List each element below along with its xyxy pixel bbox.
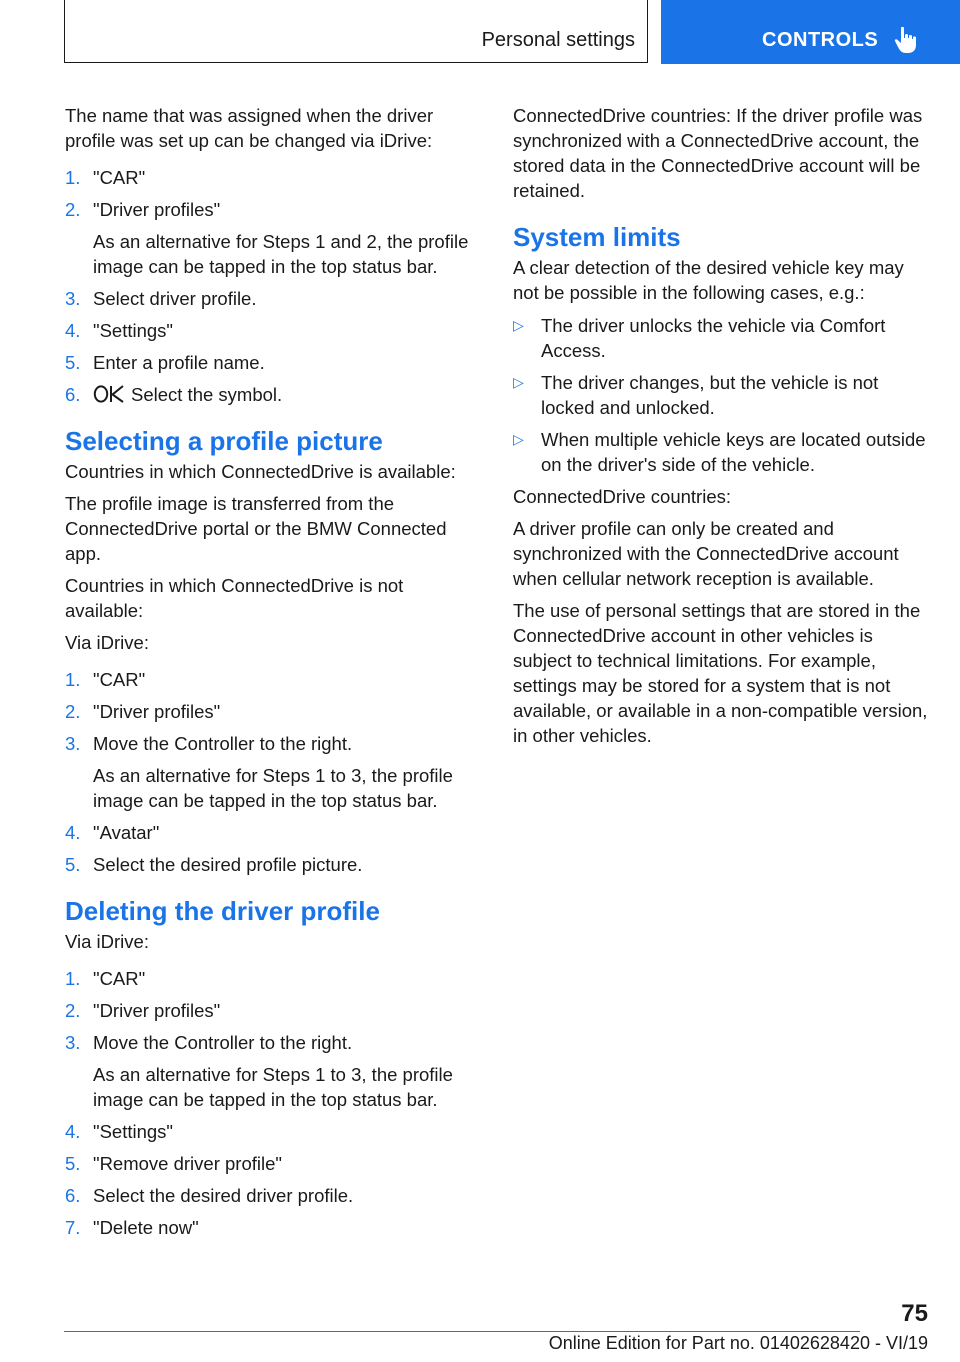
list-item: [65, 731, 485, 813]
header-chapter-title: CONTROLS: [762, 29, 879, 51]
step-text: Enter a profile name.: [93, 352, 265, 373]
step-number: 5.: [65, 352, 81, 373]
step-text: Select the symbol.: [131, 384, 283, 405]
bullet-text: The driver unlocks the vehicle via Comfort Access.: [541, 315, 886, 361]
list-item: [65, 966, 485, 991]
step-text: Move the Controller to the right.: [93, 733, 353, 754]
step-text: Select the desired driver profile.: [93, 1185, 354, 1206]
list-item: [65, 699, 485, 724]
step-text: Select driver profile.: [93, 288, 257, 309]
step-note: As an alternative for Steps 1 to 3, the profile image can be tapped in the top status bar.: [93, 765, 453, 811]
picture-steps: [65, 667, 485, 877]
ok-icon: [93, 385, 125, 403]
list-item: [65, 1151, 485, 1176]
page-number: 75: [901, 1300, 928, 1327]
right-column: [513, 103, 933, 755]
step-text: "Remove driver profile": [93, 1153, 282, 1174]
step-number: 3.: [65, 733, 81, 754]
step-text: "Delete now": [93, 1217, 199, 1238]
step-text: "CAR": [93, 968, 146, 989]
step-number: 7.: [65, 1217, 81, 1238]
header-section-title: Personal settings: [481, 29, 635, 51]
list-item: [65, 165, 485, 190]
list-item: [65, 382, 485, 407]
list-item: [65, 197, 485, 279]
step-number: 2.: [65, 199, 81, 220]
step-note: As an alternative for Steps 1 and 2, the profile image can be tapped in the top status bar.: [93, 231, 469, 277]
step-number: 6.: [65, 1185, 81, 1206]
step-text: Select the desired profile picture.: [93, 854, 363, 875]
pointing-hand-icon: [894, 26, 920, 54]
limits-bullets: [513, 313, 933, 477]
list-item: [65, 1119, 485, 1144]
step-text: "Driver profiles": [93, 1000, 221, 1021]
paragraph: ConnectedDrive countries: If the driver profile was synchronized with a ConnectedDrive account, the stored data in the ConnectedDrive account will be retained.: [513, 105, 923, 201]
step-text: "Driver profiles": [93, 199, 221, 220]
step-number: 1.: [65, 167, 81, 188]
header-chapter-tab[interactable]: [661, 0, 960, 64]
footer-divider: [64, 1331, 860, 1332]
step-text: Move the Controller to the right.: [93, 1032, 353, 1053]
rename-intro: The name that was assigned when the driver profile was set up can be changed via iDrive:: [65, 105, 434, 151]
step-text: "Settings": [93, 1121, 173, 1142]
step-text: "Settings": [93, 320, 173, 341]
paragraph: A clear detection of the desired vehicle key may not be possible in the following cases, e.g.:: [513, 257, 904, 303]
step-text: "Avatar": [93, 822, 160, 843]
bullet-text: When multiple vehicle keys are located outside on the driver's side of the vehicle.: [541, 429, 926, 475]
paragraph: The profile image is transferred from the ConnectedDrive portal or the BMW Connected app.: [65, 493, 447, 564]
step-number: 6.: [65, 384, 81, 405]
list-item: [65, 318, 485, 343]
list-item: [65, 820, 485, 845]
paragraph: A driver profile can only be created and synchronized with the ConnectedDrive account when cellular network reception is available.: [513, 518, 899, 589]
list-item: [65, 667, 485, 692]
step-text: "CAR": [93, 669, 146, 690]
step-number: 5.: [65, 854, 81, 875]
step-text: "CAR": [93, 167, 146, 188]
paragraph: Via iDrive:: [65, 632, 149, 653]
left-column: [65, 103, 485, 1247]
step-number: 4.: [65, 320, 81, 341]
list-item: [65, 1215, 485, 1240]
paragraph: The use of personal settings that are stored in the ConnectedDrive account in other vehicles is subject to technical limitations. For example, settings may be stored for a system that is not available, or available in a non-compatible version, in other vehicles.: [513, 600, 928, 746]
list-item: [513, 313, 933, 363]
paragraph: Via iDrive:: [65, 931, 149, 952]
paragraph: Countries in which ConnectedDrive is available:: [65, 461, 456, 482]
list-item: [65, 1183, 485, 1208]
step-number: 3.: [65, 288, 81, 309]
step-text: "Driver profiles": [93, 701, 221, 722]
triangle-bullet-icon: ▷: [513, 431, 524, 447]
delete-steps: [65, 966, 485, 1240]
list-item: [513, 370, 933, 420]
delete-heading: Deleting the driver profile: [65, 896, 380, 926]
paragraph: Countries in which ConnectedDrive is not available:: [65, 575, 404, 621]
step-number: 4.: [65, 822, 81, 843]
step-number: 2.: [65, 1000, 81, 1021]
limits-heading: System limits: [513, 222, 681, 252]
list-item: [513, 427, 933, 477]
step-number: 2.: [65, 701, 81, 722]
paragraph: ConnectedDrive countries:: [513, 486, 731, 507]
step-number: 1.: [65, 669, 81, 690]
step-number: 5.: [65, 1153, 81, 1174]
triangle-bullet-icon: ▷: [513, 317, 524, 333]
rename-steps: [65, 165, 485, 407]
header-section-box: [64, 0, 648, 63]
footer-edition: Online Edition for Part no. 01402628420 - VI/19: [548, 1333, 928, 1353]
list-item: [65, 350, 485, 375]
list-item: [65, 852, 485, 877]
step-number: 3.: [65, 1032, 81, 1053]
step-number: 4.: [65, 1121, 81, 1142]
bullet-text: The driver changes, but the vehicle is not locked and unlocked.: [541, 372, 879, 418]
list-item: [65, 1030, 485, 1112]
step-number: 1.: [65, 968, 81, 989]
step-note: As an alternative for Steps 1 to 3, the profile image can be tapped in the top status bar.: [93, 1064, 453, 1110]
triangle-bullet-icon: ▷: [513, 374, 524, 390]
picture-heading: Selecting a profile picture: [65, 426, 383, 456]
list-item: [65, 286, 485, 311]
list-item: [65, 998, 485, 1023]
